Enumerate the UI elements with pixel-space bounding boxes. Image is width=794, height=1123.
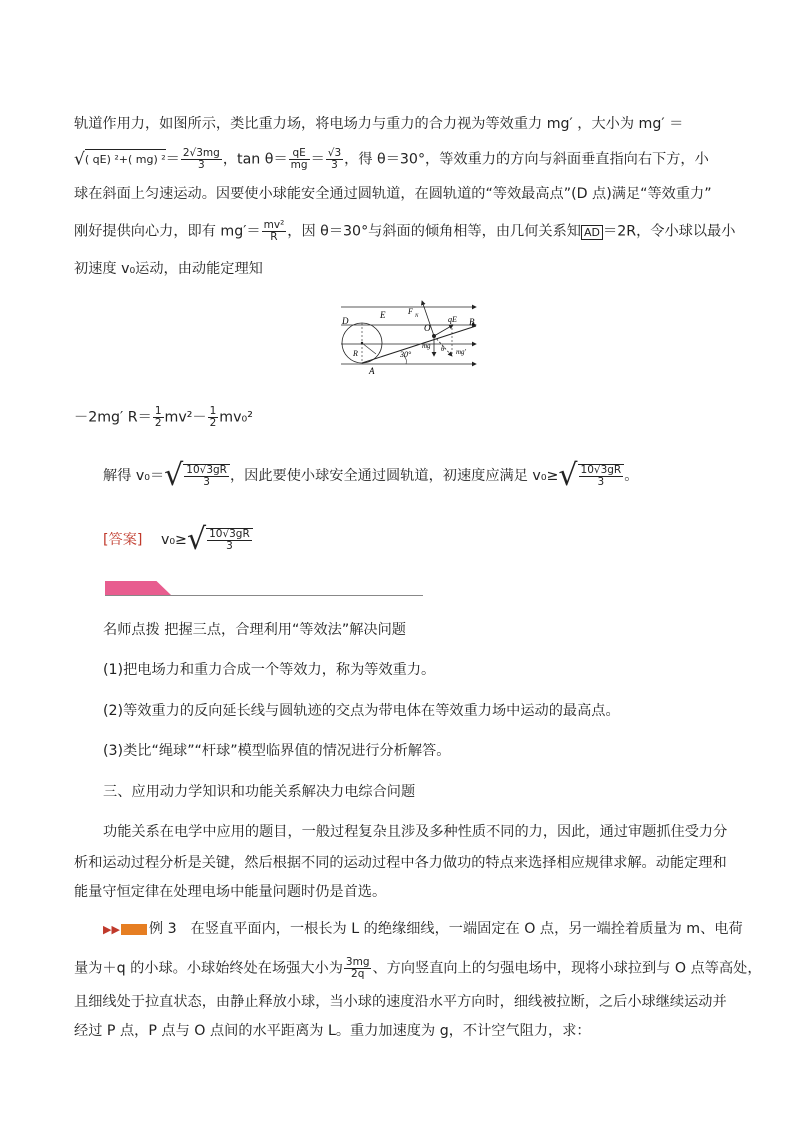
double-arrow-icon: ▶▶	[103, 923, 120, 936]
svg-text:O: O	[424, 323, 431, 333]
tip-item: (1)把电场力和重力合成一个等效力，称为等效重力。	[103, 662, 436, 678]
svg-text:mg: mg	[422, 342, 431, 350]
tip-item: (3)类比“绳球”“杆球”模型临界值的情况进行分析解答。	[103, 743, 451, 759]
svg-text:N: N	[415, 314, 419, 319]
svg-text:30°: 30°	[400, 350, 412, 359]
example-line1: ▶▶ 例 3 在竖直平面内，一根长为 L 的绝缘细线，一端固定在 O 点，另一端拴着质量为 m、电荷	[103, 919, 743, 940]
section-paragraph-line: 能量守恒定律在处理电场中能量问题时仍是首选。	[74, 884, 387, 900]
fraction: $\frac{1}{2}$	[154, 405, 162, 429]
para1-line4: 刚好提供向心力，即有 mg′＝ $\frac{\text{mv²}}{R}$ ，因 θ＝30°与斜面的倾角相等，由几何关系知 AD ＝2R，令小球以最小	[74, 219, 736, 243]
fraction: $\frac{qE}{mg}$	[290, 147, 308, 171]
sqrt-expression: √ $\frac{10√3gR}{3}$	[164, 464, 230, 488]
svg-text:θ: θ	[441, 345, 445, 353]
fraction: $\frac{√3}{3}$	[327, 147, 342, 171]
fraction: $\frac{2√3mg}{3}$	[182, 147, 220, 171]
example-marker-icon	[121, 924, 147, 935]
svg-text:R: R	[353, 349, 358, 358]
svg-text:mg′: mg′	[456, 348, 467, 356]
para1-line3: 球在斜面上匀速运动。因要使小球能安全通过圆轨道，在圆轨道的“等效最高点”(D 点)满足“等效重力”	[74, 186, 712, 202]
example-line3: 且细线处于拉直状态，由静止释放小球，当小球的速度沿水平方向时，细线被拉断，之后小球继续运动并	[74, 994, 727, 1010]
section-paragraph-line: 功能关系在电学中应用的题目，一般过程复杂且涉及多种性质不同的力，因此，通过审题抓住受力分	[103, 824, 728, 840]
fraction: $\frac{\text{mv²}}{R}$	[263, 219, 285, 243]
para1-line1: 轨道作用力，如图所示，类比重力场，将电场力与重力的合力视为等效重力 mg′ ，大小为 mg′ ＝	[74, 116, 684, 132]
svg-text:F: F	[408, 307, 413, 316]
svg-text:qE: qE	[448, 315, 457, 324]
energy-equation: －2mg′ R＝ $\frac{1}{2}$ mv²－ $\frac{1}{2}$ mv₀²	[74, 405, 253, 429]
physics-diagram	[336, 298, 482, 376]
tips-title: 名师点拨 把握三点，合理利用“等效法”解决问题	[103, 622, 406, 638]
section-heading: 三、应用动力学知识和功能关系解决力电综合问题	[103, 784, 416, 800]
example-line2: 量为＋q 的小球。小球始终处在场强大小为 $\frac{3mg}{2q}$ 、方向竖直向上的匀强电场中，现将小球拉到与 O 点等高处，	[74, 956, 762, 980]
fraction: $\frac{1}{2}$	[209, 405, 217, 429]
solution-line: 解得 v₀＝√ $\frac{10√3gR}{3}$ ，因此要使小球安全通过圆轨道，初速度应满足 v₀≥√ $\frac{10√3gR}{3}$ 。	[103, 458, 639, 493]
svg-text:D: D	[342, 316, 349, 326]
svg-text:B: B	[469, 317, 475, 327]
sqrt-expression: √ $\frac{10√3gR}{3}$	[558, 464, 624, 488]
sqrt-expression: √( qE) ²+( mg) ²	[74, 149, 166, 170]
example-line4: 经过 P 点，P 点与 O 点间的水平距离为 L。重力加速度为 g，不计空气阻力，求：	[74, 1023, 591, 1039]
svg-text:E: E	[380, 310, 386, 320]
fraction: $\frac{3mg}{2q}$	[345, 956, 370, 980]
para1-line5: 初速度 v₀运动，由动能定理知	[74, 261, 263, 277]
section-paragraph-line: 析和运动过程分析是关键，然后根据不同的运动过程中各力做功的特点来选择相应规律求解。动能定理和	[74, 855, 727, 871]
tip-banner-tab	[105, 581, 171, 595]
sqrt-expression: √ $\frac{10√3gR}{3}$	[187, 528, 253, 552]
arc-ad: AD	[581, 225, 603, 240]
para1-line2: √( qE) ²+( mg) ²＝ $\frac{2√3mg}{3}$ ，tan θ＝ $\frac{qE}{mg}$ ＝ $\frac{√3}{3}$ ，得 θ＝30°，等效重力的方向与斜面垂直指向右下方，小	[74, 147, 709, 171]
tip-divider	[105, 595, 423, 596]
answer-line: [答案] v₀≥√ $\frac{10√3gR}{3}$	[103, 528, 253, 552]
svg-text:A: A	[369, 366, 375, 376]
tip-item: (2)等效重力的反向延长线与圆轨迹的交点为带电体在等效重力场中运动的最高点。	[103, 703, 620, 719]
answer-label: [答案]	[103, 532, 143, 548]
